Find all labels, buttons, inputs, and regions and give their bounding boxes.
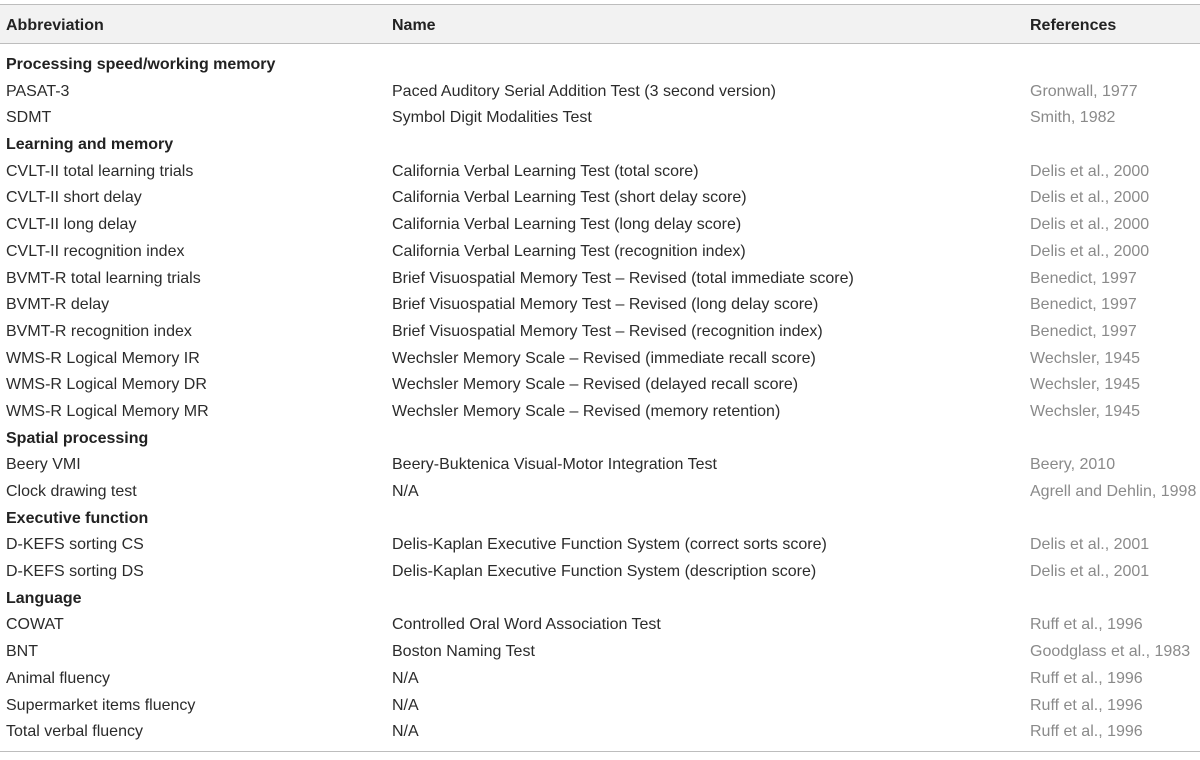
cell-reference: Delis et al., 2000 [1030, 242, 1150, 260]
table-row [0, 693, 1200, 720]
table-row [0, 185, 1200, 212]
cell-reference: Benedict, 1997 [1030, 296, 1137, 314]
cell-reference: Delis et al., 2000 [1030, 189, 1150, 207]
table-row [0, 319, 1200, 346]
cell-abbreviation: D-KEFS sorting CS [6, 536, 144, 554]
table-row [0, 292, 1200, 319]
header-abbreviation: Abbreviation [6, 17, 104, 34]
table-header [0, 4, 1200, 44]
cell-abbreviation: Beery VMI [6, 456, 81, 474]
cell-reference: Agrell and Dehlin, 1998 [1030, 483, 1197, 500]
cell-abbreviation: WMS-R Logical Memory IR [6, 349, 200, 367]
cell-abbreviation: CVLT-II total learning trials [6, 162, 194, 180]
cell-name: Wechsler Memory Scale – Revised (memory retention) [392, 402, 781, 420]
cell-name: Delis-Kaplan Executive Function System (description score) [392, 563, 817, 581]
cell-abbreviation: Clock drawing test [6, 483, 137, 500]
table-row [0, 346, 1200, 373]
table-row [0, 532, 1200, 559]
section-heading: Learning and memory [6, 136, 174, 154]
cell-name: Wechsler Memory Scale – Revised (delayed recall score) [392, 376, 799, 394]
table-row [0, 639, 1200, 666]
table-row [0, 159, 1200, 186]
table-row [0, 212, 1200, 239]
cell-abbreviation: BNT [6, 643, 38, 661]
table-row [0, 105, 1200, 132]
cell-reference: Goodglass et al., 1983 [1030, 643, 1191, 661]
cell-reference: Ruff et al., 1996 [1030, 669, 1143, 687]
cell-reference: Smith, 1982 [1030, 109, 1116, 127]
cell-name: California Verbal Learning Test (long delay score) [392, 216, 742, 234]
cell-name: California Verbal Learning Test (recognition index) [392, 242, 746, 260]
cell-name: N/A [392, 696, 419, 714]
cell-name: Controlled Oral Word Association Test [392, 616, 661, 634]
cell-abbreviation: CVLT-II long delay [6, 216, 137, 234]
table-row [0, 612, 1200, 639]
cell-name: N/A [392, 669, 419, 687]
table-row [0, 399, 1200, 426]
cell-abbreviation: WMS-R Logical Memory MR [6, 402, 209, 420]
cell-name: N/A [392, 723, 419, 741]
cell-abbreviation: WMS-R Logical Memory DR [6, 376, 207, 394]
cell-name: California Verbal Learning Test (short delay score) [392, 189, 747, 207]
section-heading-row [0, 586, 1200, 613]
cell-abbreviation: Total verbal fluency [6, 723, 143, 741]
cell-reference: Ruff et al., 1996 [1030, 616, 1143, 634]
cell-reference: Delis et al., 2000 [1030, 216, 1150, 234]
cell-reference: Benedict, 1997 [1030, 269, 1137, 287]
table-row [0, 559, 1200, 586]
cell-reference: Ruff et al., 1996 [1030, 696, 1143, 714]
cell-name: Brief Visuospatial Memory Test – Revised (total immediate score) [392, 269, 854, 287]
cell-reference: Beery, 2010 [1030, 456, 1116, 474]
table-row [0, 266, 1200, 293]
cell-abbreviation: D-KEFS sorting DS [6, 563, 144, 581]
cell-abbreviation: BVMT-R recognition index [6, 322, 192, 340]
cell-name: Wechsler Memory Scale – Revised (immediate recall score) [392, 349, 816, 367]
header-references: References [1030, 17, 1117, 34]
cell-abbreviation: BVMT-R delay [6, 296, 110, 314]
cell-abbreviation: Supermarket items fluency [6, 696, 196, 714]
table-row [0, 719, 1200, 746]
cell-reference: Gronwall, 1977 [1030, 82, 1138, 100]
section-heading-row [0, 426, 1200, 453]
cell-name: Paced Auditory Serial Addition Test (3 second version) [392, 82, 776, 100]
cell-abbreviation: PASAT-3 [6, 82, 70, 100]
cell-name: N/A [392, 483, 419, 500]
cell-reference: Wechsler, 1945 [1030, 376, 1140, 394]
table-bottom-rule [0, 751, 1200, 752]
cell-reference: Ruff et al., 1996 [1030, 723, 1143, 741]
cell-abbreviation: COWAT [6, 616, 64, 634]
cell-abbreviation: CVLT-II short delay [6, 189, 142, 207]
cell-abbreviation: Animal fluency [6, 669, 111, 687]
cell-name: Brief Visuospatial Memory Test – Revised (recognition index) [392, 322, 823, 340]
table-row [0, 79, 1200, 106]
section-heading-row [0, 52, 1200, 79]
header-name: Name [392, 17, 436, 34]
cell-abbreviation: CVLT-II recognition index [6, 242, 185, 260]
cell-name: California Verbal Learning Test (total score) [392, 162, 699, 180]
section-heading: Processing speed/working memory [6, 56, 276, 73]
section-heading: Language [6, 589, 82, 607]
cell-abbreviation: BVMT-R total learning trials [6, 269, 201, 287]
table-row [0, 239, 1200, 266]
cell-reference: Benedict, 1997 [1030, 322, 1137, 340]
cell-reference: Delis et al., 2000 [1030, 162, 1150, 180]
cell-reference: Delis et al., 2001 [1030, 563, 1150, 581]
cell-name: Symbol Digit Modalities Test [392, 109, 592, 127]
section-heading-row [0, 506, 1200, 533]
cell-reference: Wechsler, 1945 [1030, 402, 1140, 420]
table-body [0, 52, 1200, 746]
cell-name: Brief Visuospatial Memory Test – Revised (long delay score) [392, 296, 819, 314]
section-heading: Executive function [6, 509, 149, 527]
table-row [0, 666, 1200, 693]
section-heading: Spatial processing [6, 429, 149, 447]
cell-reference: Delis et al., 2001 [1030, 536, 1150, 554]
cell-name: Beery-Buktenica Visual-Motor Integration Test [392, 456, 717, 474]
table-row [0, 479, 1200, 506]
cell-reference: Wechsler, 1945 [1030, 349, 1140, 367]
table-row [0, 452, 1200, 479]
cell-name: Delis-Kaplan Executive Function System (correct sorts score) [392, 536, 827, 554]
cell-abbreviation: SDMT [6, 109, 52, 127]
cell-name: Boston Naming Test [392, 643, 535, 661]
section-heading-row [0, 132, 1200, 159]
table-row [0, 372, 1200, 399]
